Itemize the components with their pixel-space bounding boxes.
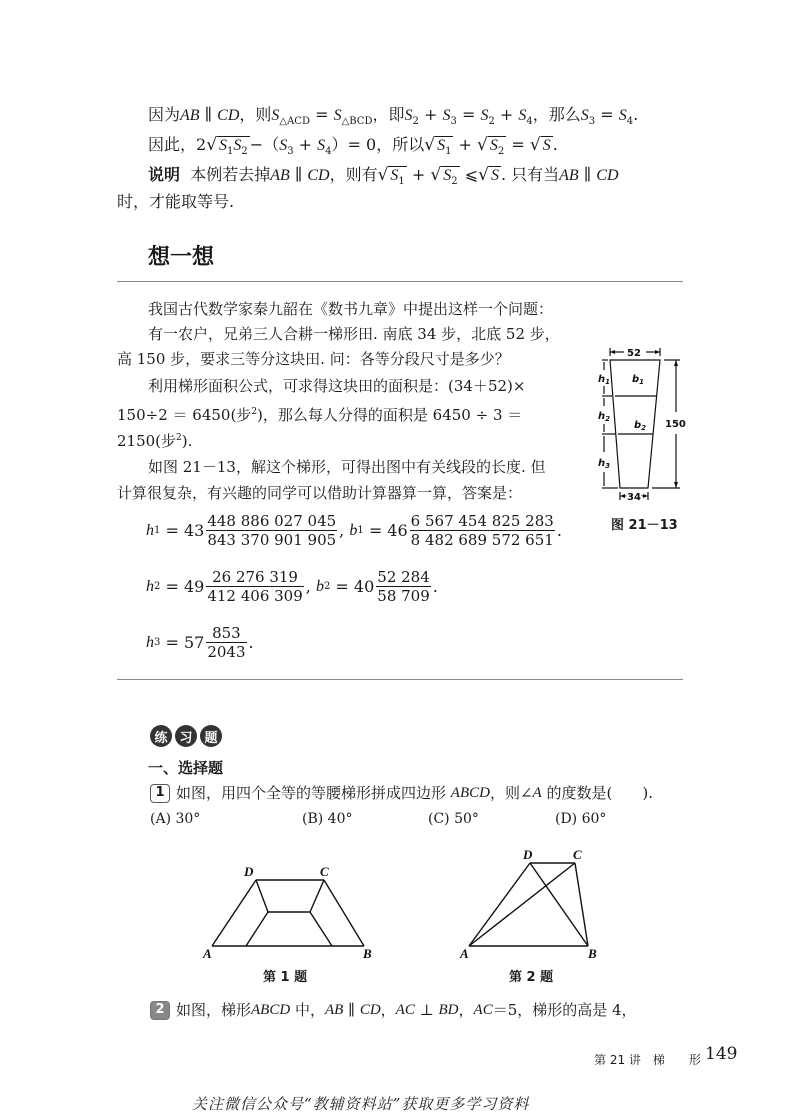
think-p3b (117, 400, 522, 427)
math: AB (559, 167, 579, 184)
fig-label-h2: $h_2$ (598, 411, 610, 423)
math-sub: 3 (154, 636, 161, 648)
q1-option-d[interactable]: (D) 60° (555, 811, 607, 827)
radical-sign: √ (424, 135, 436, 155)
text: ). (181, 432, 193, 450)
numerator: 6 567 454 825 283 (410, 512, 554, 530)
fig-label-bottom: 34 (627, 492, 641, 503)
comma: , (339, 520, 345, 540)
fraction (206, 624, 246, 661)
math: = 43 (165, 520, 205, 540)
math-sub: 2 (412, 116, 419, 128)
math-sub: △ACD (279, 116, 310, 128)
fraction (206, 512, 337, 549)
fig2-label-D: D (523, 847, 533, 862)
math: ABCD (450, 785, 490, 801)
proof-note-line-2 (117, 190, 234, 214)
question-number-1: 1 (150, 784, 170, 803)
footer-lecture: 第 21 讲 梯 形 (594, 1053, 701, 1067)
fraction (206, 568, 303, 605)
sup: 2 (251, 407, 258, 417)
math: S (490, 167, 499, 184)
period: . (248, 632, 254, 652)
math: AB (324, 1002, 344, 1018)
figure-caption-q1: 第 1 题 (263, 970, 308, 985)
question-2 (150, 998, 637, 1022)
text: ，则 (239, 105, 272, 124)
radical-sign: √ (206, 135, 218, 155)
math: S (443, 167, 452, 184)
period: . (556, 520, 562, 540)
math: = (461, 105, 476, 124)
figure-caption-21-13: 图 21－13 (611, 518, 678, 533)
math-sub: 1 (398, 176, 405, 188)
math-sub: △BCD (341, 116, 373, 128)
fig1-label-D: D (244, 864, 254, 879)
math-sub: 2 (451, 176, 458, 188)
sup: 2 (176, 433, 182, 443)
math: = (600, 105, 614, 124)
think-p4b: 计算很复杂，有兴趣的同学可以借助计算器算一算，答案是： (117, 484, 523, 502)
radical (488, 136, 506, 159)
math: + (423, 105, 438, 124)
math-sub: 3 (588, 116, 596, 128)
math-sub: 3 (287, 146, 294, 158)
period: . (432, 576, 438, 596)
text: 因为 (148, 105, 181, 124)
proof-line-1 (148, 103, 638, 134)
math: S (542, 137, 551, 154)
answer-h1-b1 (146, 512, 562, 549)
math: . (552, 135, 558, 154)
radical (441, 166, 459, 189)
math: = 49 (165, 576, 205, 596)
math: h (146, 633, 154, 651)
math: ∥ (294, 165, 303, 184)
fig-label-top: 52 (627, 348, 641, 359)
q1-option-b[interactable]: (B) 40° (302, 811, 353, 827)
radical (489, 166, 501, 183)
math: CD (217, 107, 240, 124)
math: . (633, 105, 639, 124)
math: A (532, 785, 542, 801)
radical (388, 166, 406, 189)
math: AB (180, 107, 200, 124)
text: 150÷2 ＝ 6450(步 (117, 406, 252, 424)
text: )，那么每人分得的面积是 6450 ÷ 3 ＝ (257, 406, 523, 424)
math: ⊥ (419, 1001, 434, 1019)
question-number-2: 2 (150, 1001, 170, 1020)
math: h (146, 577, 154, 595)
numerator: 26 276 319 (206, 568, 303, 587)
math-sub: 2 (154, 580, 161, 592)
fig2-label-C: C (573, 847, 582, 862)
math: = 57 (165, 632, 205, 652)
denominator: 2043 (207, 643, 246, 661)
q1-option-a[interactable]: (A) 30° (150, 811, 201, 827)
numerator: 448 886 027 045 (207, 512, 337, 530)
math: AB (270, 167, 290, 184)
badge-xi: 习 (175, 725, 197, 747)
page-number: 149 (705, 1044, 738, 1064)
radical-sign: √ (477, 135, 488, 155)
proof-line-2 (148, 133, 558, 164)
radical-sign: √ (377, 165, 389, 185)
denominator: 843 370 901 905 (207, 531, 337, 549)
think-p2a: 有一农户，兄弟三人合耕一梯形田. 南底 34 步，北底 52 步， (148, 325, 560, 343)
text: ， (458, 1001, 474, 1019)
figure-caption-q2: 第 2 题 (509, 970, 554, 985)
math: S (390, 167, 399, 184)
question-1 (150, 781, 653, 805)
radical-sign: √ (478, 165, 489, 185)
math-sub: 1 (154, 524, 161, 536)
think-p3c (117, 426, 192, 453)
fig2-label-B: B (588, 946, 597, 961)
answer-h2-b2 (146, 568, 438, 605)
math: BD (438, 1002, 459, 1018)
numerator: 853 (206, 624, 246, 643)
math: CD (307, 167, 330, 184)
math: + (499, 105, 514, 124)
text: ，则有 (329, 165, 378, 184)
fig-label-height: 150 (665, 419, 686, 430)
badge-lian: 练 (150, 725, 172, 747)
math: b (349, 521, 358, 539)
text: 时，才能取等号. (117, 192, 235, 211)
answer-h3 (146, 624, 254, 661)
text: ，即 (372, 105, 405, 124)
math: = (511, 135, 525, 154)
text: 中， (294, 1001, 325, 1019)
text: ，则∠ (489, 784, 533, 802)
math-sub: 4 (526, 116, 533, 128)
text: ，那么 (532, 105, 581, 124)
text: 如图，梯形 (176, 1001, 252, 1019)
math-sub: 2 (497, 146, 505, 158)
math-sub: 1 (227, 146, 234, 158)
fig1-label-B: B (363, 946, 372, 961)
text: 如图，用四个全等的等腰梯形拼成四边形 (176, 784, 447, 802)
math: S (518, 107, 527, 124)
q1-option-c[interactable]: (C) 50° (428, 811, 479, 827)
math-sub: 1 (445, 146, 452, 158)
badge-ti: 题 (200, 725, 222, 747)
figure-question-2 (455, 845, 605, 965)
text: −（ (249, 135, 280, 154)
math: S (271, 107, 280, 124)
denominator: 412 406 309 (207, 587, 303, 605)
text: . 只有当 (500, 165, 560, 184)
math: S (317, 137, 326, 154)
fraction (410, 512, 555, 549)
math: h (146, 521, 154, 539)
note-label: 说明 (148, 165, 181, 184)
think-p1: 我国古代数学家秦九韶在《数书九章》中提出这样一个问题： (148, 300, 554, 318)
math: S (580, 107, 589, 124)
fig-label-h3: $h_3$ (598, 458, 610, 470)
math: S (437, 137, 446, 154)
math: S (333, 107, 342, 124)
text: 2150(步 (117, 432, 177, 450)
math-sub: 2 (488, 116, 495, 128)
figure-question-1 (200, 862, 380, 962)
math: = 46 (368, 520, 408, 540)
think-p3a: 利用梯形面积公式，可求得这块田的面积是：(34＋52)× (148, 377, 526, 395)
fig2-label-A: A (460, 946, 469, 961)
math: CD (596, 167, 619, 184)
math: = (315, 105, 329, 124)
fig1-label-A: A (203, 946, 212, 961)
radical (217, 136, 250, 159)
text: 本例若去掉 (190, 165, 271, 184)
math: ∥ (583, 165, 592, 184)
math: b (315, 577, 324, 595)
math: S (279, 137, 288, 154)
math: = 40 (335, 576, 375, 596)
math: S (489, 137, 498, 154)
fraction (376, 568, 431, 605)
math: + (298, 135, 313, 154)
math: CD (359, 1002, 381, 1018)
text: ）= 0，所以 (331, 135, 425, 154)
math: ⩽ (464, 165, 479, 184)
math: ∥ (348, 1001, 356, 1019)
math-sub: 4 (325, 146, 332, 158)
divider-top (117, 281, 683, 282)
radical (435, 136, 453, 159)
math-sub: 1 (357, 524, 364, 536)
radical-sign: √ (430, 165, 442, 185)
fig-label-h1: $h_1$ (598, 374, 610, 386)
math: AC (473, 1002, 493, 1018)
denominator: 58 709 (377, 587, 430, 605)
think-p4a: 如图 21－13，解这个梯形，可得出图中有关线段的长度. 但 (148, 458, 546, 476)
watermark-text: 关注微信公众号“教辅资料站”获取更多学习资料 (192, 1095, 530, 1113)
denominator: 8 482 689 572 651 (410, 531, 554, 549)
section-title-think: 想一想 (148, 245, 215, 270)
math-sub: 2 (323, 580, 331, 592)
text: 的度数是( ). (546, 784, 653, 802)
radical (541, 136, 553, 153)
radical-sign: √ (529, 135, 541, 155)
math: S (219, 137, 228, 154)
numerator: 52 284 (377, 568, 430, 586)
comma: , (305, 576, 311, 596)
text: ， (380, 1001, 396, 1019)
text: ＝5，梯形的高是 4， (492, 1001, 637, 1019)
math: S (442, 107, 451, 124)
fig-label-b1: $b_1$ (632, 374, 645, 386)
math: + (411, 165, 426, 184)
think-p2b: 高 150 步，要求三等分这块田. 问：各等分段尺寸是多少？ (117, 350, 510, 368)
math-sub: 4 (626, 116, 634, 128)
fig-label-b2: $b_2$ (634, 420, 647, 432)
math-sub: 3 (450, 116, 457, 128)
exercise-section-title: 一、选择题 (148, 759, 224, 777)
math: AC (395, 1002, 415, 1018)
math: S (404, 107, 413, 124)
math: S (480, 107, 489, 124)
math: ABCD (251, 1002, 291, 1018)
divider-bottom (117, 679, 683, 680)
math-sub: 2 (241, 146, 248, 158)
math: S (618, 107, 627, 124)
exercise-badges (150, 725, 225, 747)
proof-note-line-1 (148, 163, 619, 189)
text: 因此，2 (148, 135, 207, 154)
figure-21-13 (590, 340, 690, 510)
math: ∥ (204, 105, 213, 124)
fig1-label-C: C (320, 864, 329, 879)
math: S (233, 137, 242, 154)
math: + (458, 135, 472, 154)
